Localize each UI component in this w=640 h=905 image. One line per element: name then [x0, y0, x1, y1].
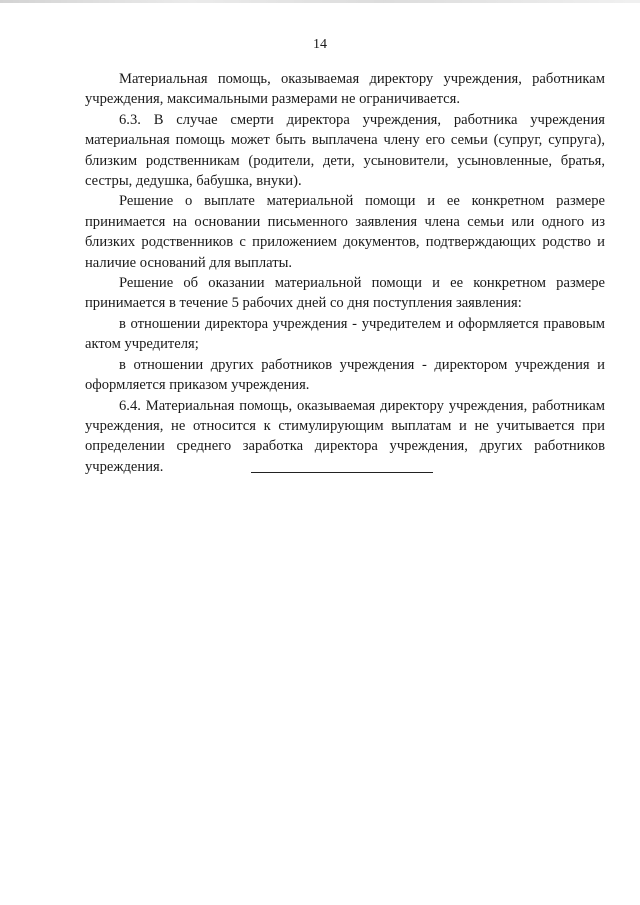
scan-edge — [0, 0, 640, 3]
paragraph-6-4-not-incentive: 6.4. Материальная помощь, оказываемая директору учреждения, работникам учреждения, не относится к стимулирующим выплатам и не учитывается при определении среднего заработка директора учреждения, других работников учреждения. — [85, 397, 605, 475]
paragraph-6-3-death-case: 6.3. В случае смерти директора учреждения, работника учреждения материальная помощь может быть выплачена члену его семьи (супруг, супруга), близким родственникам (родители, дети, усыновители, усыновленные, братья, сестры, дедушка, бабушка, внуки). — [85, 111, 605, 190]
paragraph-max-amount: Материальная помощь, оказываемая директору учреждения, работникам учреждения, максимальными размерами не ограничивается. — [85, 71, 605, 108]
paragraph-other-employees-case: в отношении других работников учреждения - директором учреждения и оформляется приказом учреждения. — [85, 356, 605, 394]
paragraph-director-case: в отношении директора учреждения - учредителем и оформляется правовым актом учредителя; — [85, 315, 605, 353]
page-number: 14 — [313, 37, 327, 52]
paragraph-payment-decision-basis: Решение о выплате материальной помощи и ее конкретном размере принимается на основании письменного заявления члена семьи или одного из близких родственников с приложением документов, подтверждающих родство и наличие оснований для выплаты. — [85, 193, 605, 271]
paragraph-decision-timeframe: Решение об оказании материальной помощи и ее конкретном размере принимается в течение 5 рабочих дней со дня поступления заявления: — [85, 275, 605, 312]
document-body — [85, 69, 605, 477]
end-rule — [251, 472, 433, 473]
